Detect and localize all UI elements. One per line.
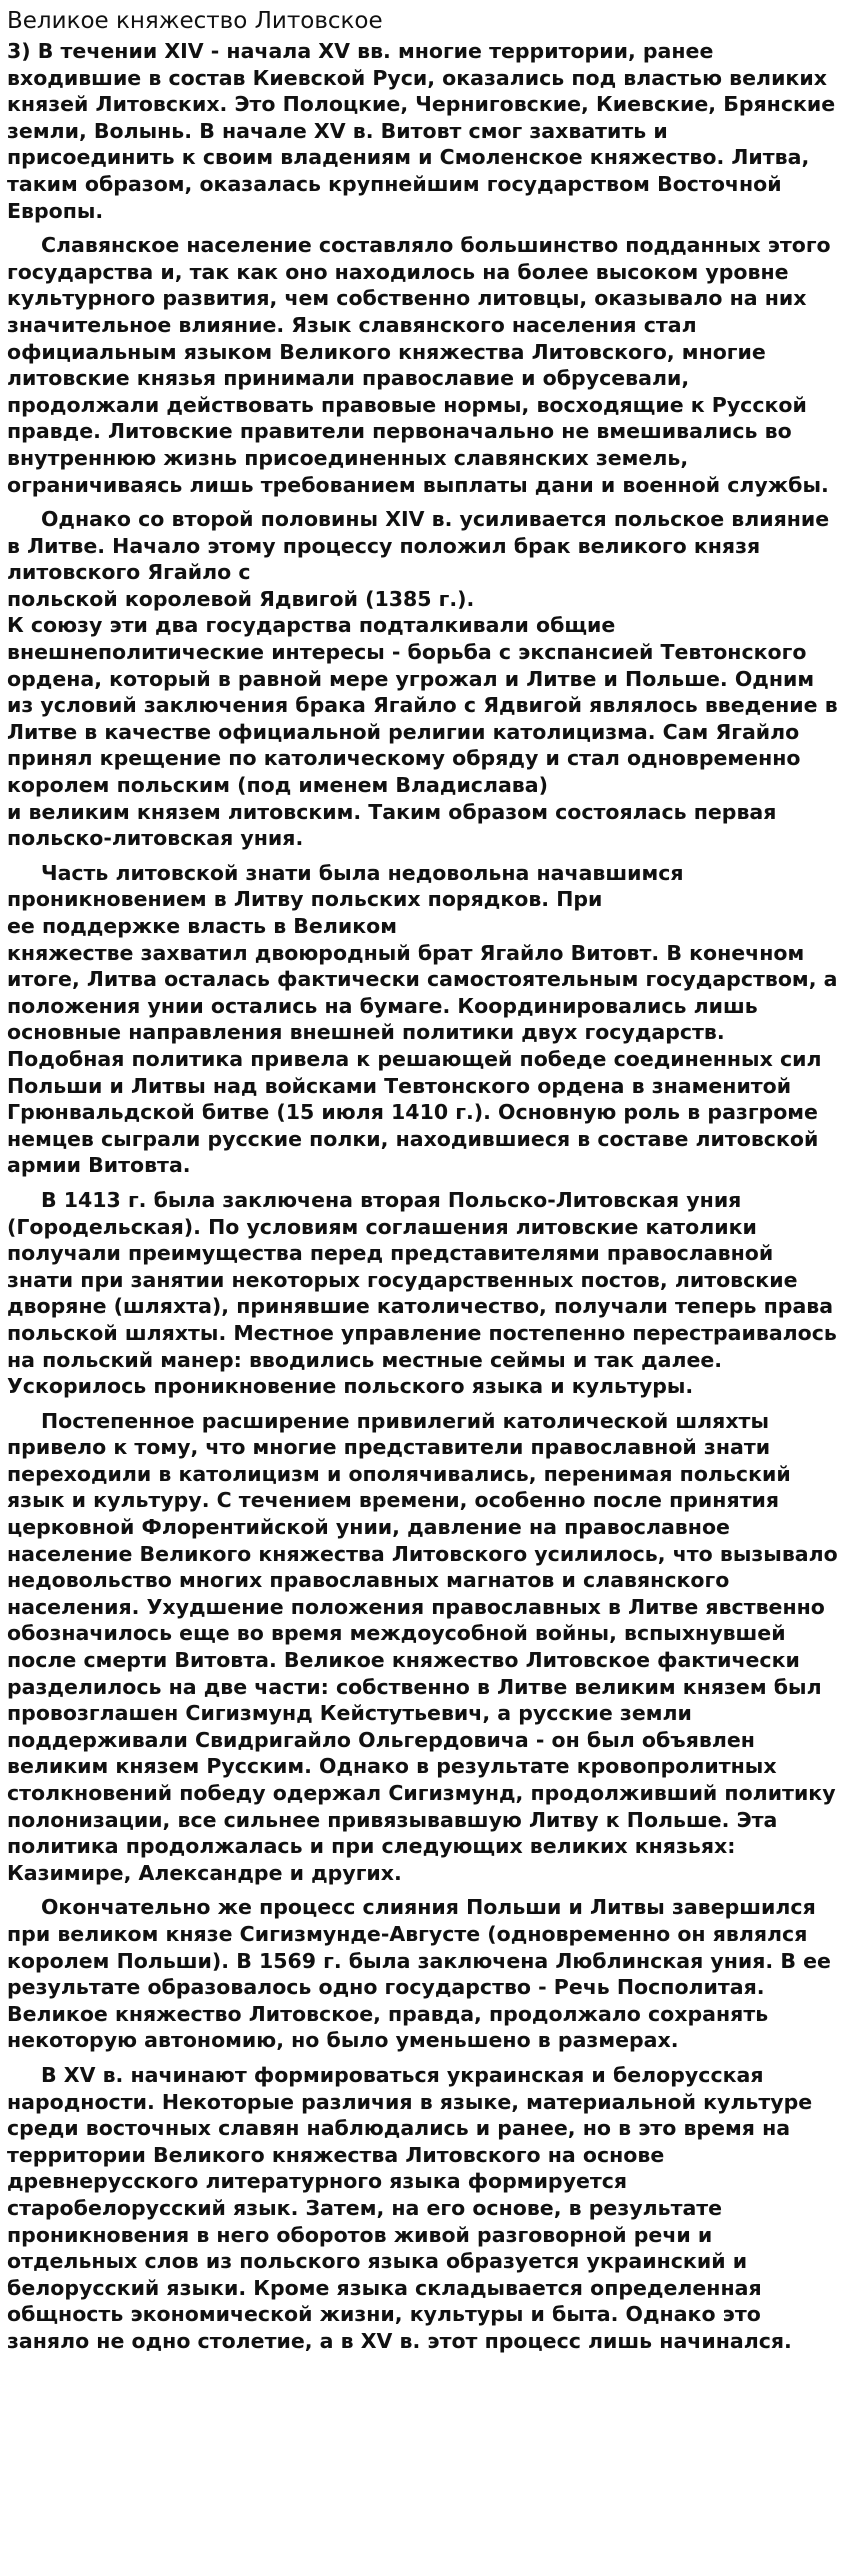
paragraph-privileges: Постепенное расширение привилегий католической шляхты привело к тому, что многие представители православной знати переходили в католицизм и ополячивались, перенимая польский язык и культуру. С течением времени, особенно после принятия церковной Флорентийской унии, давление на православное население Великого княжества Литовского усилилось, что вызывало недовольство многих православных магнатов и славянского населения. Ухудшение положения православных в Литве явственно обозначилось еще во время междоусобной войны, вспыхнувшей после смерти Витовта. Великое княжество Литовское фактически разделилось на две части: собственно в Литве великим князем был провозглашен Сигизмунд Кейстутьевич, а русские земли поддерживали Свидригайло Ольгердовича - он был объявлен великим князем Русским. Однако в результате кровопролитных столкновений победу одержал Сигизмунд, продолживший политику полонизации, все сильнее привязывавшую Литву к Польше. Эта политика продолжалась и при следующих великих князьях: Казимире, Александре и других. [7, 1408, 838, 1885]
paragraph-polish-influence: Однако со второй половины XIV в. усиливается польское влияние в Литве. Начало этому процессу положил брак великого князя литовского Ягайло с польской королевой Ядвигой (1385 г.). К союзу эти два государства подталкивали общие внешнеполитические интересы - борьба с экспансией Тевтонского ордена, который в равной мере угрожал и Литве и Польше. Одним из условий заключения брака Ягайло с Ядвигой являлось введение в Литве в качестве официальной религии католицизма. Сам Ягайло принял крещение по католическому обряду и стал одновременно королем польским (под именем Владислава) и великим князем литовским. Таким образом состоялась первая польско-литовская уния. [7, 507, 838, 851]
paragraph-lublin-union: Окончательно же процесс слияния Польши и Литвы завершился при великом князе Сигизмунде-Августе (одновременно он являлся королем Польши). В 1569 г. была заключена Люблинская уния. В ее результате образовалось одно государство - Речь Посполитая. Великое княжество Литовское, правда, продолжало сохранять некоторую автономию, но было уменьшено в размерах. [7, 1895, 831, 2053]
paragraph-nationalities: В XV в. начинают формироваться украинская и белорусская народности. Некоторые различия в языке, материальной культуре среди восточных славян наблюдались и ранее, но в это время на территории Великого княжества Литовского на основе древнерусского литературного языка формируется старобелорусский язык. Затем, на его основе, в результате проникновения в него оборотов живой разговорной речи и отдельных слов из польского языка образуется украинский и белорусский языки. Кроме языка складывается определенная общность экономической жизни, культуры и быта. Однако это заняло не одно столетие, а в XV в. этот процесс лишь начинался. [7, 2062, 813, 2353]
paragraph-horodlo-union: В 1413 г. была заключена вторая Польско-Литовская уния (Городельская). По условиям соглашения литовские католики получали преимущества перед представителями православной знати при занятии некоторых государственных постов, литовские дворяне (шляхта), принявшие католичество, получали теперь права польской шляхты. Местное управление постепенно перестраивалось на польский манер: вводились местные сеймы и так далее. Ускорилось проникновение польского языка и культуры. [7, 1187, 837, 1399]
paragraph-slavic-population: Славянское население составляло большинство подданных этого государства и, так как оно находилось на более высоком уровне культурного развития, чем собственно литовцы, оказывало на них значительное влияние. Язык славянского населения стал официальным языком Великого княжества Литовского, многие литовские князья принимали православие и обрусевали, продолжали действовать правовые нормы, восходящие к Русской правде. Литовские правители первоначально не вмешивались во внутреннюю жизнь присоединенных славянских земель, ограничиваясь лишь требованием выплаты дани и военной службы. [7, 233, 831, 497]
paragraph-intro: 3) В течении XIV - начала XV вв. многие территории, ранее входившие в состав Киевской Руси, оказались под властью великих князей Литовских. Это Полоцкие, Черниговские, Киевские, Брянские земли, Волынь. В начале XV в. Витовт смог захватить и присоединить к своим владениям и Смоленское княжество. Литва, таким образом, оказалась крупнейшим государством Восточной Европы. [7, 39, 836, 223]
document-title: Великое княжество Литовское [7, 8, 383, 34]
paragraph-vitovt: Часть литовской знати была недовольна начавшимся проникновением в Литву польских порядков. При ее поддержке власть в Великом княжестве захватил двоюродный брат Ягайло Витовт. В конечном итоге, Литва осталась фактически самостоятельным государством, а положения унии остались на бумаге. Координировались лишь основные направления внешней политики двух государств. Подобная политика привела к решающей победе соединенных сил Польши и Литвы над войсками Тевтонского ордена в знаменитой Грюнвальдской битве (15 июля 1410 г.). Основную роль в разгроме немцев сыграли русские полки, находившиеся в составе литовской армии Витовта. [7, 860, 838, 1178]
